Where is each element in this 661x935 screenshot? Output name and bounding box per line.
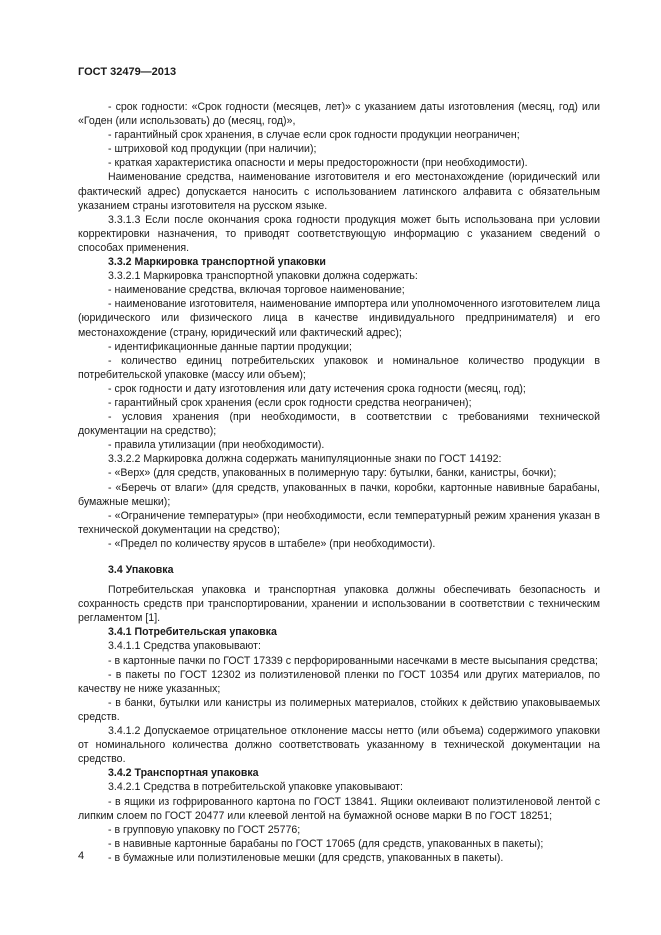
paragraph: - краткая характеристика опасности и меры предосторожности (при необходимости).: [108, 157, 528, 170]
paragraph: - в пакеты по ГОСТ 12302 из полиэтиленовой пленки по ГОСТ 10354 или других материалов, по качеству не ниже указанных;: [78, 668, 600, 695]
paragraph: Потребительская упаковка и транспортная упаковка должны обеспечивать безопасность и сохранность средств при транспортировании, хранении и использовании в соответствии с техническим регламентом [1].: [78, 584, 600, 625]
section-heading-3-4-2: 3.4.2 Транспортная упаковка: [108, 767, 259, 780]
paragraph: - срок годности и дату изготовления или дату истечения срока годности (месяц, год);: [108, 382, 526, 395]
paragraph: - «Ограничение температуры» (при необходимости, если температурный режим хранения указан в технической документации на средство);: [78, 509, 600, 536]
paragraph: - в банки, бутылки или канистры из полимерных материалов, стойких к действию упаковываемых средств.: [78, 696, 600, 723]
paragraph: - идентификационные данные партии продукции;: [108, 340, 352, 353]
document-header: ГОСТ 32479—2013: [78, 66, 177, 78]
paragraph: - наименование изготовителя, наименование импортера или уполномоченного изготовителем лица (юридического или физического лица в качестве индивидуального предпринимателя) и его местонахождение (страну, юридический или фактический адрес);: [78, 298, 600, 339]
page-number: 4: [78, 850, 85, 862]
paragraph: Наименование средства, наименование изготовителя и его местонахождение (юридический или фактический адрес) допускается наносить с использованием латинского алфавита с обязательным указанием страны изготовителя на русском языке.: [78, 171, 600, 212]
section-heading-3-4: 3.4 Упаковка: [108, 564, 174, 576]
section-heading-3-4-1: 3.4.1 Потребительская упаковка: [108, 626, 277, 639]
paragraph: - правила утилизации (при необходимости).: [108, 439, 325, 452]
section-heading-3-3-2: 3.3.2 Маркировка транспортной упаковки: [108, 256, 326, 269]
paragraph: - «Беречь от влаги» (для средств, упакованных в пачки, коробки, картонные навивные барабаны, бумажные мешки);: [78, 481, 600, 508]
paragraph: 3.4.1.2 Допускаемое отрицательное отклонение массы нетто (или объема) содержимого упаковки от номинального количества должно соответствовать указанному в технической документации на средство.: [78, 725, 600, 766]
paragraph: - штриховой код продукции (при наличии);: [108, 143, 317, 156]
paragraph: - гарантийный срок хранения (если срок годности средства неограничен);: [108, 396, 472, 409]
paragraph: - в навивные картонные барабаны по ГОСТ 17065 (для средств, упакованных в пакеты);: [108, 837, 544, 850]
paragraph: - условия хранения (при необходимости, в соответствии с требованиями технической документации на средство);: [78, 411, 600, 438]
paragraph: - в картонные пачки по ГОСТ 17339 с перфорированными насечками в месте высыпания средства;: [108, 654, 598, 667]
paragraph: 3.3.2.2 Маркировка должна содержать манипуляционные знаки по ГОСТ 14192:: [108, 453, 502, 466]
paragraph: - гарантийный срок хранения, в случае если срок годности продукции неограничен;: [108, 129, 520, 142]
document-body: [78, 100, 600, 865]
paragraph: - срок годности: «Срок годности (месяцев, лет)» с указанием даты изготовления (месяц, год) или «Годен (или использовать) до (месяц, год)»,: [78, 101, 600, 128]
paragraph: - «Верх» (для средств, упакованных в полимерную тару: бутылки, банки, канистры, бочки);: [108, 467, 557, 480]
paragraph: 3.3.2.1 Маркировка транспортной упаковки должна содержать:: [108, 270, 418, 283]
paragraph: 3.4.1.1 Средства упаковывают:: [108, 640, 261, 653]
paragraph: - наименование средства, включая торговое наименование;: [108, 284, 405, 297]
paragraph: - в ящики из гофрированного картона по ГОСТ 13841. Ящики оклеивают полиэтиленовой лентой с липким слоем по ГОСТ 20477 или клеевой лентой на бумажной основе марки В по ГОСТ 18251;: [78, 795, 600, 822]
paragraph: - в бумажные или полиэтиленовые мешки (для средств, упакованных в пакеты).: [108, 851, 504, 864]
paragraph: 3.4.2.1 Средства в потребительской упаковке упаковывают:: [108, 781, 403, 794]
paragraph: - количество единиц потребительских упаковок и номинальное количество продукции в потребительской упаковке (массу или объем);: [78, 354, 600, 381]
paragraph: 3.3.1.3 Если после окончания срока годности продукция может быть использована при условии корректировки назначения, то приводят соответствующую информацию с указанием сведений о способах применения.: [78, 213, 600, 254]
paragraph: - в групповую упаковку по ГОСТ 25776;: [108, 823, 301, 836]
paragraph: - «Предел по количеству ярусов в штабеле» (при необходимости).: [108, 537, 436, 550]
